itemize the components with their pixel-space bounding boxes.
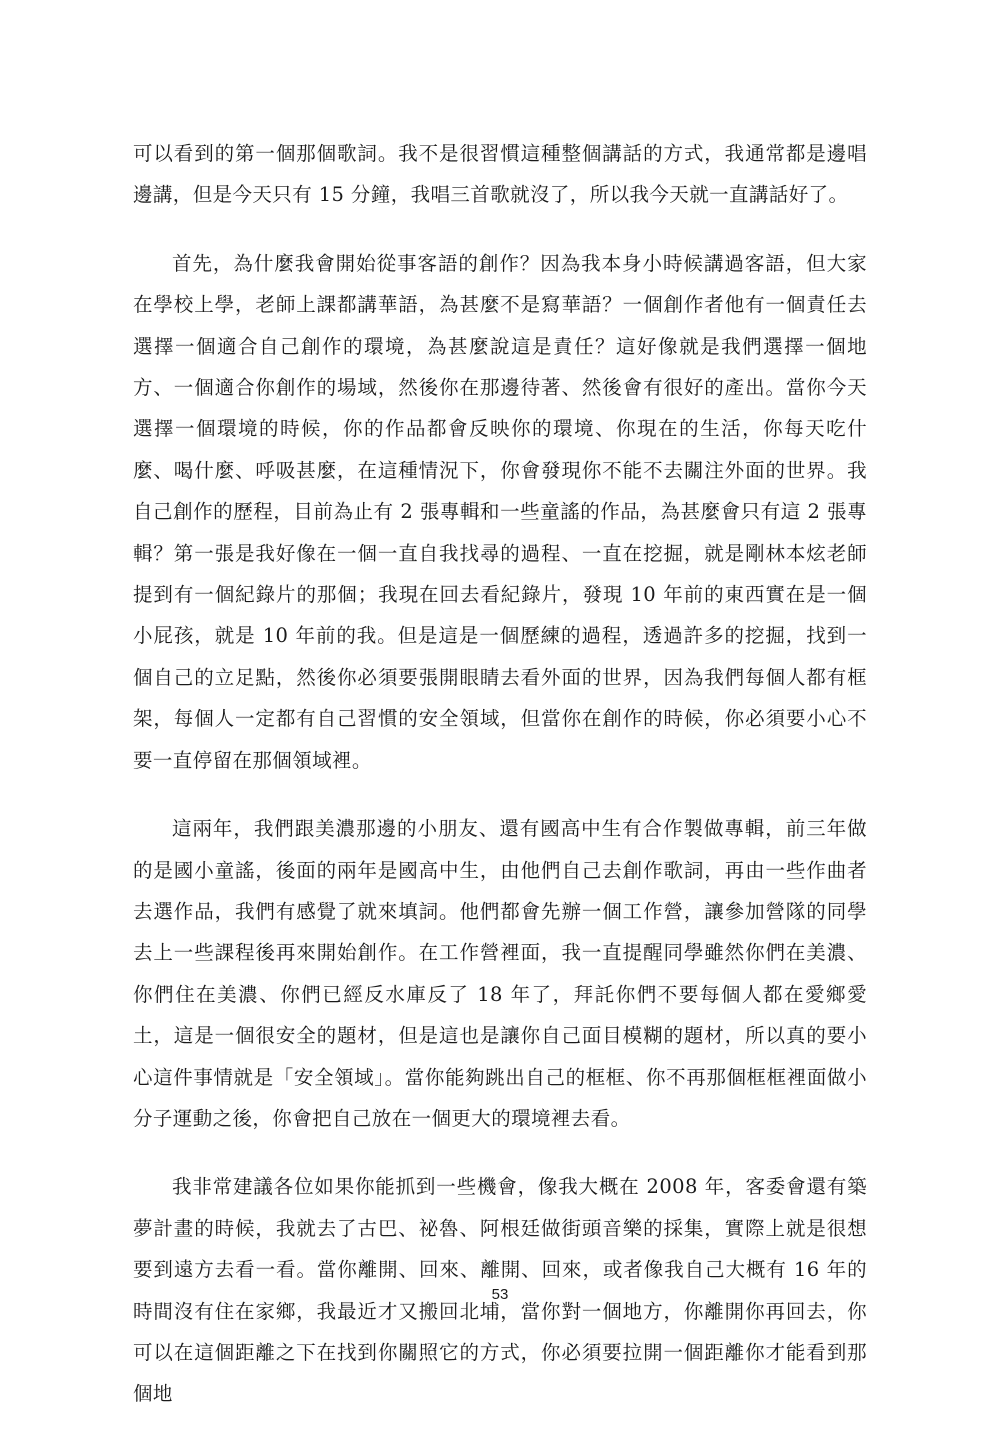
paragraph-2: 首先，為什麼我會開始從事客語的創作？因為我本身小時候講過客語，但大家在學校上學，老師上課都講華語，為甚麼不是寫華語？一個創作者他有一個責任去選擇一個適合自己創作的環境，為甚麼說這是責任？這好像就是我們選擇一個地方、一個適合你創作的場域，然後你在那邊待著、然後會有很好的產出。當你今天選擇一個環境的時候，你的作品都會反映你的環境、你現在的生活，你每天吃什麼、喝什麼、呼吸甚麼，在這種情況下，你會發現你不能不去關注外面的世界。我自己創作的歷程，目前為止有 2 張專輯和一些童謠的作品，為甚麼會只有這 2 張專輯？第一張是我好像在一個一直自我找尋的過程、一直在挖掘，就是剛林本炫老師提到有一個紀錄片的那個；我現在回去看紀錄片，發現 10 年前的東西實在是一個小屁孩，就是 10 年前的我。但是這是一個歷練的過程，透過許多的挖掘，找到一個自己的立足點，然後你必須要張開眼睛去看外面的世界，因為我們每個人都有框架，每個人一定都有自己習慣的安全領域，但當你在創作的時候，你必須要小心不要一直停留在那個領域裡。 [133,251,867,772]
body-text [133,133,867,1442]
page-number: 53 [491,1286,509,1303]
paragraph-3: 這兩年，我們跟美濃那邊的小朋友、還有國高中生有合作製做專輯，前三年做的是國小童謠，後面的兩年是國高中生，由他們自己去創作歌詞，再由一些作曲者去選作品，我們有感覺了就來填詞。他們都會先辦一個工作營，讓參加營隊的同學去上一些課程後再來開始創作。在工作營裡面，我一直提醒同學雖然你們在美濃、你們住在美濃、你們已經反水庫反了 18 年了，拜託你們不要每個人都在愛鄉愛土，這是一個很安全的題材，但是這也是讓你自己面目模糊的題材，所以真的要小心這件事情就是「安全領域」。當你能夠跳出自己的框框、你不再那個框框裡面做小分子運動之後，你會把自己放在一個更大的環境裡去看。 [133,817,867,1130]
paragraph-4: 我非常建議各位如果你能抓到一些機會，像我大概在 2008 年，客委會還有築夢計畫的時候，我就去了古巴、祕魯、阿根廷做街頭音樂的採集，實際上就是很想要到遠方去看一看。當你離開、回來、離開、回來，或者像我自己大概有 16 年的時間沒有住在家鄉，我最近才又搬回北埔，當你對一個地方，你離開你再回去，你可以在這個距離之下在找到你關照它的方式，你必須要拉開一個距離你才能看到那個地 [133,1175,867,1406]
paragraph-1: 可以看到的第一個那個歌詞。我不是很習慣這種整個講話的方式，我通常都是邊唱邊講，但是今天只有 15 分鐘，我唱三首歌就沒了，所以我今天就一直講話好了。 [133,142,867,207]
